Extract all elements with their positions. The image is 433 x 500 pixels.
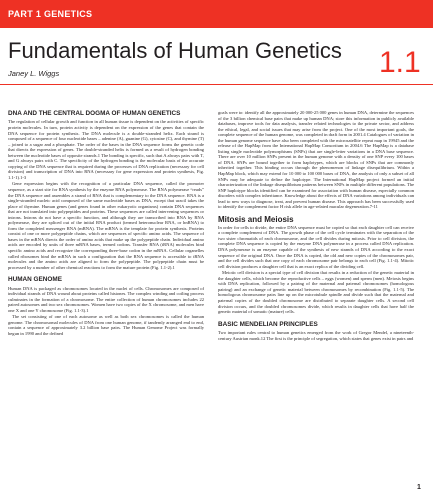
section-heading-genome: HUMAN GENOME: [8, 276, 62, 284]
header-separator: [0, 84, 433, 85]
author-name: Janey L. Wiggs: [8, 69, 60, 78]
paragraph: Gene expression begins with the recognition of a particular DNA sequence, called the promoter sequence, as a start site for RNA synthesis by the enzyme RNA polymerase. The RNA polymerase “reads” the DNA sequence and assembles a strand of RNA that is complementary to the DNA sequence. RNA is a single-stranded nucleic acid composed of the same nucleotide bases as DNA, except that uracil takes the place of thymine. Human genes (and genes found in other eukaryotic organisms) contain DNA sequences that are not translated into polypeptides and proteins. These sequences are called intervening sequences or introns. Introns do not have a specific function, and although they are transcribed into RNA by RNA polymerase, they are spliced out of the initial RNA product (termed heteronuclear RNA, or hnRNA) to form the completed messenger RNA (mRNA). The mRNA is the template for protein synthesis. Proteins consist of one or more polypeptide chains, which are sequences of specific amino acids. The sequence of bases in the mRNA directs the order of amino acids that make up the polypeptide chain. Individual amino acids are encoded by units of three mRNA bases, termed codons. Transfer RNA (tRNA) molecules bind specific amino acids and recognize the corresponding three-base codon in the mRNA. Cellular organelles called ribosomes bind the mRNA in such a configuration that the RNA sequence is accessible to tRNA molecules and the amino acids are aligned to form the polypeptide. The polypeptide chain must be processed by a number of other chemical reactions to form the mature protein (Fig. 1.1-2).1: [8, 181, 204, 270]
left-column: [8, 110, 204, 338]
paragraph: The set consisting of one of each autosome as well as both sex chromosomes is called the human genome. The chromosomal molecules of DNA from one human genome, if tandemly arranged end to end, contain a sequence of approximately 3.2 billion base pairs. The Human Genome Project was formally begun in 1990 and the defined: [8, 314, 204, 336]
paragraph: goals were to: identify all the approximately 20 000-25 000 genes in human DNA, determine the sequences of the 3 billion chemical base pairs that make up human DNA; store this information in publicly available databases, improve tools for data analysis, transfer related technologies to the private sector, and address the ethical, legal, and social issues that may arise from the project. One of the most important goals, the complete sequence of the human genome, was completed in draft form in 2001.4 Catalogues of variation in the human genome sequence have also been completed with the microsatellite repeat map in 19945 and the release of the HapMap from the International HapMap Consortium in 2004.6 The HapMap is a database listing single nucleotide polymorphisms (SNPs) that are single-letter variations in a DNA base sequence. There are over 10 million SNPs present in the human genome with a density of one SNP every 100 bases of DNA. SNPs are bound together to form haplotypes, which are blocks of SNPs that are commonly inherited together. This binding occurs through the phenomenon of linkage disequilibrium. Within a HapMap block, which may extend for 10 000 to 100 000 bases of DNA, the analysis of only a subset of all SNPs may be adequate to define the haplotype. The International HapMap project formed an initial characterization of the linkage disequilibrium patterns between SNPs in multiple different populations. The SNP haplotype blocks identified can be examined for association with human disease, especially common disorders with complex inheritance. Knowledge about the effects of DNA variations among individuals can lead to new ways to diagnose, treat, and prevent human disease. This approach has been successfully used to identify the complement factor H risk allele in age-related macular degeneration.7-11: [218, 110, 414, 210]
chapter-number: 1.1: [379, 46, 421, 79]
part-label: PART 1 GENETICS: [8, 9, 93, 19]
chapter-title: Fundamentals of Human Genetics: [8, 38, 342, 63]
paragraph: The regulation of cellular growth and function in all human tissue is dependent on the activities of specific protein molecules. In turn, protein activity is dependent on the expression of the genes that contain the DNA sequence for protein synthesis. The DNA molecule is a double-stranded helix. Each strand is composed of a sequence of four nucleotide bases – adenine (A), guanine (G), cytosine (C), and thymine (T) – joined to a sugar and a phosphate. The order of the bases in the DNA sequence forms the genetic code that directs the expression of genes. The double-stranded helix is formed as a result of hydrogen bonding between the nucleotide bases of opposite strands.1 The bonding is specific, such that A always pairs with T, and G always pairs with C. The specificity of the hydrogen bonding is the molecular basis of the accurate copying of the DNA sequence that is required during the processes of DNA replication (necessary for cell division) and transcription of DNA into RNA (necessary for gene expression and protein synthesis, Fig. 1.1-1).1-3: [8, 119, 204, 180]
paragraph: Human DNA is packaged as chromosomes located in the nuclei of cells. Chromosomes are composed of individual strands of DNA wound about proteins called histones. The complex winding and coiling process culminates in the formation of a chromosome. The entire collection of human chromosomes includes 22 paired autosomes and two sex chromosomes. Women have two copies of the X chromosome, and men have one X and one Y chromosome (Fig. 1.1-3).1: [8, 285, 204, 313]
section-heading-mendelian: BASIC MENDELIAN PRINCIPLES: [218, 320, 318, 328]
paragraph: Meiotic cell division is a special type of cell division that results in a reduction of the genetic material in the daughter cells, which become the reproductive cells – eggs (women) and sperm (men). Meiosis begins with DNA replication, followed by a pairing of the maternal and paternal chromosomes (homologous pairing) and an exchange of genetic material between chromosomes by recombination (Fig. 1.1-5). The homologous chromosome pairs line up on the microtubule spindle and divide such that the maternal and paternal copies of the doubled chromosome are distributed to separate daughter cells. A second cell division occurs, and the doubled chromosomes divide, which results in daughter cells that have half the genetic material of somatic (mature) cells.: [218, 270, 414, 315]
subsection-heading-mitosis: Mitosis and Meiosis: [218, 214, 294, 224]
page-number: 1: [417, 484, 421, 491]
header-band: [0, 0, 433, 28]
section-heading-dna: DNA AND THE CENTRAL DOGMA OF HUMAN GENETICS: [8, 110, 181, 117]
paragraph: Two important rules central to human genetics emerged from the work of Gregor Mendel, a nineteenth-century Austrian monk.12 The first is the principle of segregation, which states that genes exist in pairs and: [218, 330, 414, 341]
right-column: [218, 110, 414, 342]
paragraph: In order for cells to divide, the entire DNA sequence must be copied so that each daughter cell can receive a complete complement of DNA. The growth phase of the cell cycle terminates with the separation of the two sister chromatids of each chromosome, and the cell divides during mitosis. Prior to cell division, the complete DNA sequence is copied by the enzyme DNA polymerase in a process called DNA replication. DNA polymerase is an enzyme capable of the synthesis of new strands of DNA according to the exact sequence of the original DNA. Once the DNA is copied, the old and new copies of the chromosomes pair, and the cell divides such that one copy of each chromosome pair belongs to each cell (Fig. 1.1-4). Mitotic cell division produces a daughter cell that is an exact replica of the dividing cell.: [218, 224, 414, 269]
